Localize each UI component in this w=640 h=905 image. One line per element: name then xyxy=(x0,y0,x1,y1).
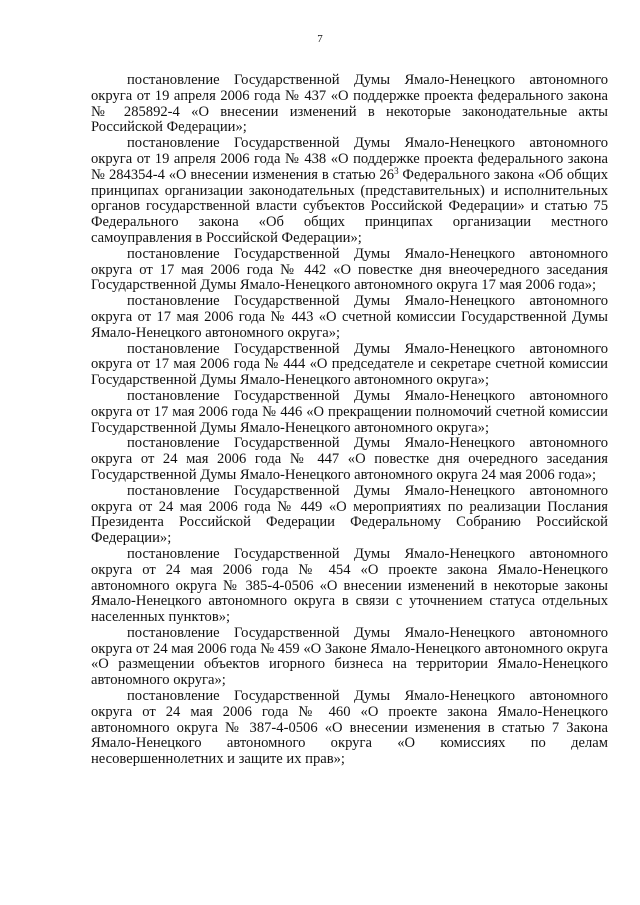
paragraph-text: постановление Государственной Думы Ямало-Ненецкого автономного округа от 24 мая 2006 года № 449 «О мероприятиях по реализации Послания Президента Российской Федерации Федеральному Собранию Российской Федерации»; xyxy=(91,482,608,547)
page-number: 7 xyxy=(317,33,323,45)
list-item xyxy=(91,136,608,247)
list-item xyxy=(91,73,608,136)
list-item xyxy=(91,436,608,483)
paragraph-text: постановление Государственной Думы Ямало-Ненецкого автономного округа от 17 мая 2006 года № 446 «О прекращении полномочий счетной комиссии Государственной Думы Ямало-Ненецкого автономного округа»; xyxy=(91,387,608,436)
list-item xyxy=(91,342,608,389)
list-item xyxy=(91,626,608,689)
paragraph-text: постановление Государственной Думы Ямало-Ненецкого автономного округа от 19 апреля 2006 года № 437 «О поддержке проекта федерального закона № 285892-4 «О внесении изменений в некоторые законодательные акты Российской Федерации»; xyxy=(91,72,608,136)
paragraph-text: постановление Государственной Думы Ямало-Ненецкого автономного округа от 24 мая 2006 года № 459 «О Законе Ямало-Ненецкого автономного округа «О размещении объектов игорного бизнеса на территории Ямало-Ненецкого автономного округа»; xyxy=(91,624,608,689)
list-item xyxy=(91,484,608,547)
list-item xyxy=(91,389,608,436)
paragraph-text: постановление Государственной Думы Ямало-Ненецкого автономного округа от 24 мая 2006 года № 454 «О проекте закона Ямало-Ненецкого автономного округа № 385-4-0506 «О внесении изменений в некоторые законы Ямало-Ненецкого автономного округа в связи с уточнением статуса отдельных населенных пунктов»; xyxy=(91,545,608,626)
list-item xyxy=(91,294,608,341)
list-item xyxy=(91,689,608,768)
paragraph-text: постановление Государственной Думы Ямало-Ненецкого автономного округа от 17 мая 2006 года № 444 «О председателе и секретаре счетной комиссии Государственной Думы Ямало-Ненецкого автономного округа»; xyxy=(91,340,608,389)
list-item xyxy=(91,547,608,626)
list-item xyxy=(91,247,608,294)
paragraph-text: постановление Государственной Думы Ямало-Ненецкого автономного округа от 17 мая 2006 года № 443 «О счетной комиссии Государственной Думы Ямало-Ненецкого автономного округа»; xyxy=(91,293,608,341)
paragraph-text: постановление Государственной Думы Ямало-Ненецкого автономного округа от 17 мая 2006 года № 442 «О повестке дня внеочередного заседания Государственной Думы Ямало-Ненецкого автономного округа 17 мая 2006 года»; xyxy=(91,245,608,294)
paragraph-text-after: Федерального закона «Об общих принципах организации законодательных (представительных) и исполнительных органов государственной власти субъектов Российской Федерации» и статью 75 Федерального закона «Об общих принципах организации местного самоуправления в Российской Федерации»; xyxy=(91,166,608,246)
paragraph-text: постановление Государственной Думы Ямало-Ненецкого автономного округа от 24 мая 2006 года № 460 «О проекте закона Ямало-Ненецкого автономного округа № 387-4-0506 «О внесении изменения в статью 7 Закона Ямало-Ненецкого автономного округа «О комиссиях по делам несовершеннолетних и защите их прав»; xyxy=(91,688,608,768)
superscript-index: 3 xyxy=(394,165,399,176)
paragraph-text: постановление Государственной Думы Ямало-Ненецкого автономного округа от 24 мая 2006 года № 447 «О повестке дня очередного заседания Государственной Думы Ямало-Ненецкого автономного округа 24 мая 2006 года»; xyxy=(91,435,608,483)
paragraph-text-before: постановление Государственной Думы Ямало-Ненецкого автономного округа от 19 апреля 2006 года № 438 «О поддержке проекта федерального закона № 284354-4 «О внесении изменения в статью 26 xyxy=(91,135,608,183)
document-body xyxy=(91,73,608,768)
